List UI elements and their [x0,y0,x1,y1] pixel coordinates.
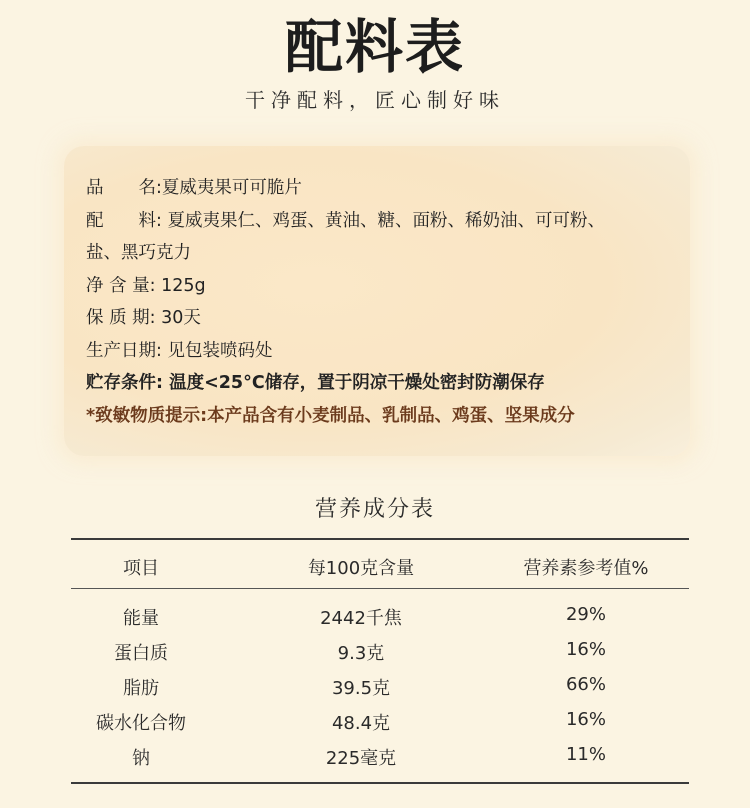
info-line-shelf-life [86,302,686,335]
header-item: 项目 [123,558,159,579]
header-nrv: 营养素参考值% [523,558,649,579]
row-nrv: 66% [565,674,606,695]
info-label: 生产日期: [86,340,162,361]
product-info-list [86,172,686,432]
info-value: 本产品含有小麦制品、乳制品、鸡蛋、坚果成分 [207,405,575,426]
row-amount: 2442千焦 [320,608,402,629]
table-header-rule [71,588,689,589]
row-item: 钠 [132,748,150,769]
row-amount: 225毫克 [325,748,397,769]
row-item: 脂肪 [123,678,159,699]
row-nrv: 16% [565,639,606,660]
row-amount: 48.4克 [331,713,391,734]
info-value: 30天 [155,308,201,328]
info-value: 见包装喷码处 [161,340,273,361]
info-line-production-date [86,335,686,368]
info-value: 125g [155,275,206,296]
row-nrv: 16% [565,709,606,730]
info-line-ingredients-cont [86,237,686,270]
info-line-allergen [86,400,686,433]
info-label: 配 料: [86,210,162,231]
table-bottom-rule [71,782,689,784]
nutrition-table-title: 营养成分表 [314,497,435,522]
info-label: 保 质 期: [86,308,156,328]
info-label: 净 含 量: [86,275,156,296]
page-title: 配料表 [284,13,465,81]
info-line-net-weight [86,270,686,303]
info-line-ingredients [86,205,686,238]
row-amount: 39.5克 [331,678,391,699]
page-subtitle: 干净配料，匠心制好味 [245,88,505,112]
row-item: 蛋白质 [114,643,168,664]
info-value: 夏威夷果可可脆片 [161,178,302,198]
info-line-storage [86,367,686,400]
info-line-name [86,172,686,205]
info-value: 夏威夷果仁、鸡蛋、黄油、糖、面粉、稀奶油、可可粉、 [161,210,605,231]
row-nrv: 11% [565,744,606,765]
info-label: 品 名: [86,178,162,198]
table-top-rule [71,538,689,540]
row-item: 能量 [123,608,159,629]
row-nrv: 29% [565,604,606,625]
header-per-100g: 每100克含量 [307,558,415,579]
info-value: 温度<25°C储存，置于阴凉干燥处密封防潮保存 [163,373,545,393]
row-amount: 9.3克 [337,643,385,664]
info-value: 盐、黑巧克力 [86,243,191,263]
info-label: *致敏物质提示: [86,405,208,426]
row-item: 碳水化合物 [96,713,186,734]
info-label: 贮存条件: [86,373,163,393]
